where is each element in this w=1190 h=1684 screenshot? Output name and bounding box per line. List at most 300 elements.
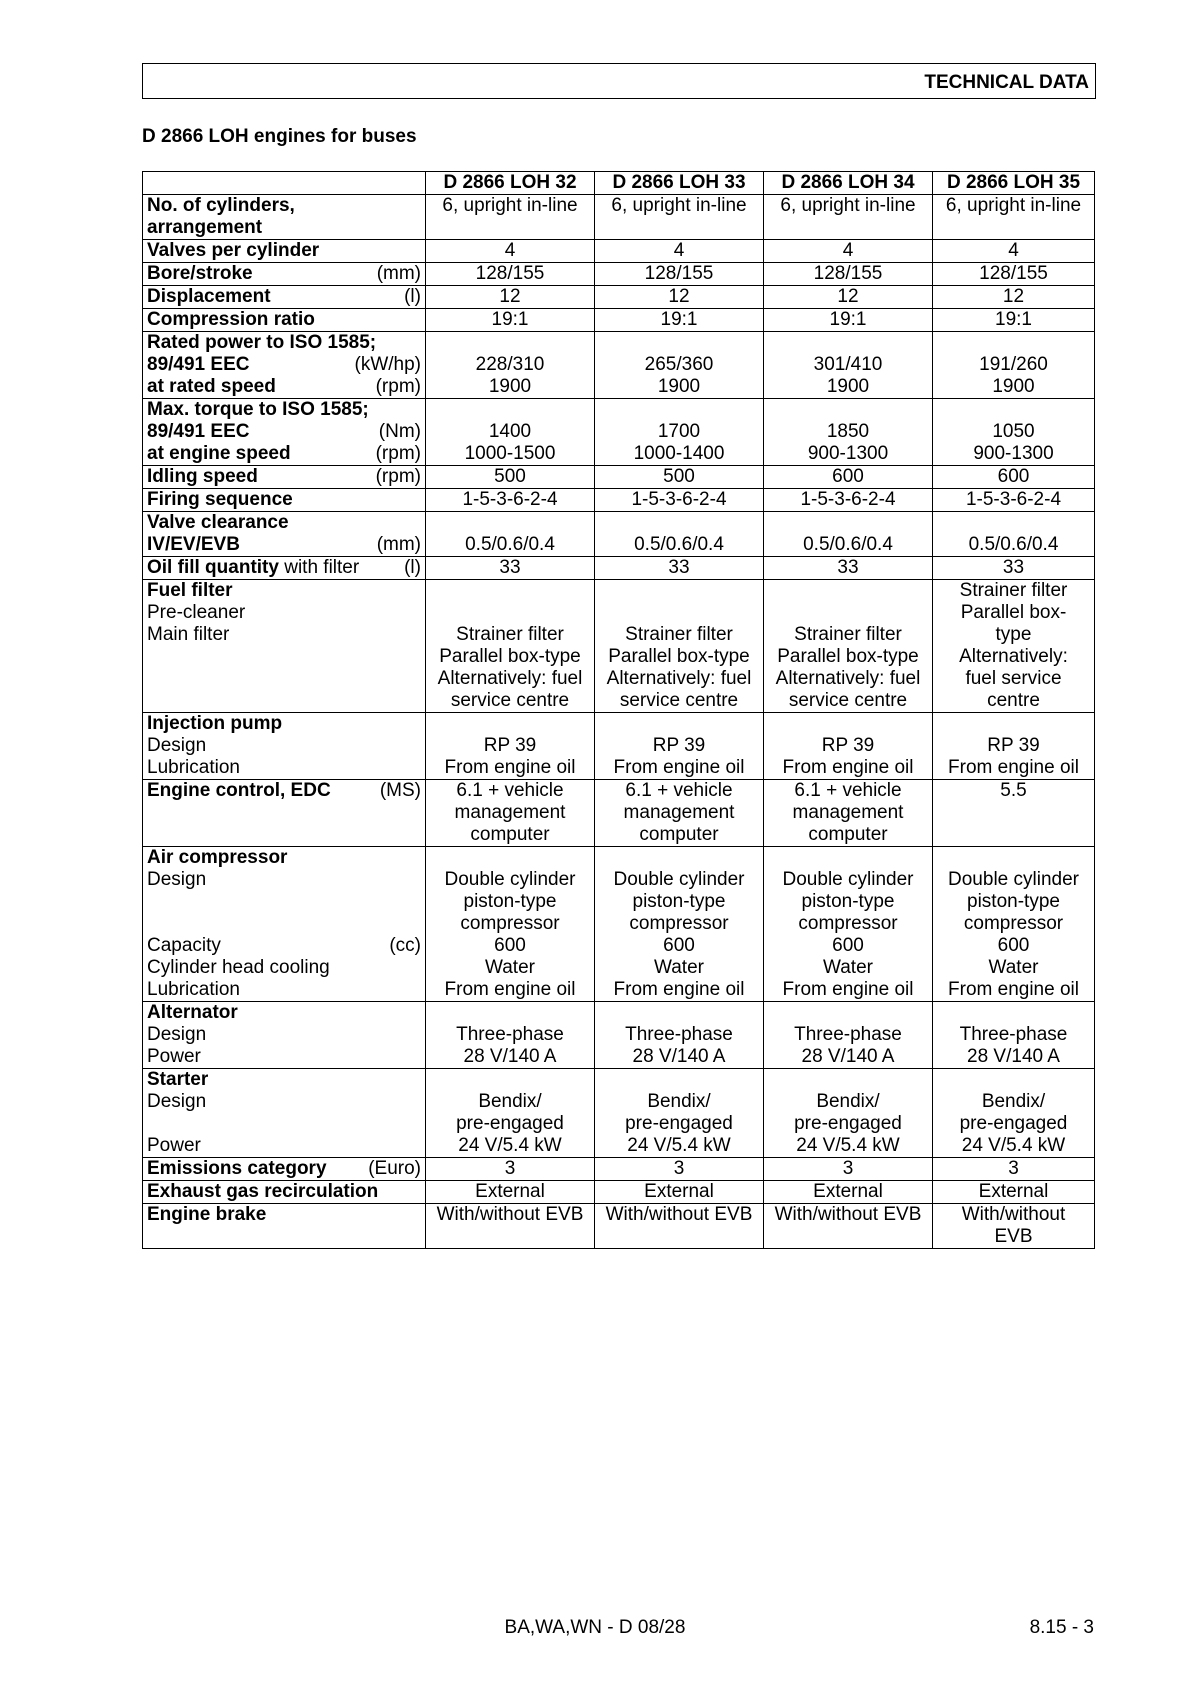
value-line: Water bbox=[654, 957, 704, 978]
value-line: 1900 bbox=[826, 376, 870, 397]
row-label: Rated power to ISO 1585; bbox=[147, 332, 377, 353]
row-label: at engine speed bbox=[147, 443, 291, 464]
value-line: Double cylinder bbox=[444, 869, 576, 890]
row-label: Firing sequence bbox=[147, 489, 293, 510]
value-line: 6.1 + vehicle bbox=[456, 780, 564, 801]
value-cell bbox=[933, 263, 1095, 286]
row-label-cell bbox=[143, 286, 426, 309]
value-line: 0.5/0.6/0.4 bbox=[968, 534, 1059, 555]
value-line: From engine oil bbox=[444, 979, 576, 1000]
value-line: RP 39 bbox=[987, 735, 1040, 756]
row-label: Compression ratio bbox=[147, 309, 315, 330]
value-line: 28 V/140 A bbox=[463, 1046, 557, 1067]
value-line: 265/360 bbox=[644, 354, 714, 375]
row-label-line bbox=[147, 240, 421, 262]
value-line: 228/310 bbox=[475, 354, 545, 375]
row-label-line bbox=[147, 1204, 421, 1226]
value-line: 600 bbox=[832, 935, 864, 956]
value-line: 1-5-3-6-2-4 bbox=[800, 489, 896, 510]
table-row bbox=[143, 466, 1095, 489]
value-cell bbox=[426, 399, 595, 466]
row-label-line bbox=[147, 512, 421, 534]
row-label-line bbox=[147, 421, 421, 443]
row-label-line bbox=[147, 263, 421, 285]
value-cell bbox=[595, 557, 764, 580]
value-line: management bbox=[792, 802, 904, 823]
row-sublabel-line bbox=[147, 757, 421, 779]
value-line: 128/155 bbox=[475, 263, 545, 284]
value-line: Bendix/ bbox=[816, 1091, 880, 1112]
row-label: Bore/stroke bbox=[147, 263, 253, 284]
value-line: 1850 bbox=[826, 421, 870, 442]
value-cell bbox=[595, 399, 764, 466]
value-line: 4 bbox=[1008, 240, 1019, 261]
value-line: From engine oil bbox=[444, 757, 576, 778]
value-cell bbox=[764, 332, 933, 399]
row-sublabel: Design bbox=[147, 735, 207, 756]
value-cell bbox=[764, 1158, 933, 1181]
row-sublabel-line bbox=[147, 735, 421, 757]
column-header: D 2866 LOH 35 bbox=[933, 172, 1095, 195]
value-cell bbox=[933, 580, 1095, 713]
row-sublabel-line bbox=[147, 1135, 421, 1157]
footer-document-code: BA,WA,WN - D 08/28 bbox=[504, 1617, 686, 1638]
row-label-line bbox=[147, 443, 421, 465]
row-sublabel: Design bbox=[147, 1024, 207, 1045]
value-line: 6, upright in-line bbox=[945, 195, 1082, 216]
row-sublabel: Lubrication bbox=[147, 757, 240, 778]
value-line: computer bbox=[639, 824, 719, 845]
value-cell bbox=[595, 263, 764, 286]
value-cell bbox=[426, 466, 595, 489]
value-cell bbox=[426, 580, 595, 713]
value-line: 0.5/0.6/0.4 bbox=[803, 534, 893, 555]
value-line: pre-engaged bbox=[625, 1113, 733, 1134]
value-line: service centre bbox=[450, 690, 570, 711]
value-line: 19:1 bbox=[829, 309, 867, 330]
value-line: From engine oil bbox=[613, 979, 745, 1000]
table-row bbox=[143, 286, 1095, 309]
value-line: 1700 bbox=[657, 421, 701, 442]
value-line: 24 V/5.4 kW bbox=[627, 1135, 731, 1156]
row-label-line bbox=[147, 286, 421, 308]
value-line: 33 bbox=[1002, 557, 1025, 578]
value-line: 1050 bbox=[992, 421, 1035, 442]
value-cell bbox=[764, 1069, 933, 1158]
row-label-cell bbox=[143, 580, 426, 713]
value-cell bbox=[426, 847, 595, 1002]
column-header: D 2866 LOH 33 bbox=[595, 172, 764, 195]
value-line: 600 bbox=[997, 466, 1030, 487]
value-line: From engine oil bbox=[948, 979, 1079, 1000]
value-cell bbox=[595, 1002, 764, 1069]
row-label-line bbox=[147, 580, 421, 602]
row-unit: (rpm) bbox=[375, 466, 421, 487]
value-cell bbox=[764, 1204, 933, 1249]
row-label-line bbox=[147, 534, 421, 556]
value-cell bbox=[426, 263, 595, 286]
row-label-cell bbox=[143, 466, 426, 489]
row-sublabel: Main filter bbox=[147, 624, 230, 645]
value-line: compressor bbox=[798, 913, 898, 934]
value-cell bbox=[933, 332, 1095, 399]
row-label-line bbox=[147, 376, 421, 398]
row-sublabel-line bbox=[147, 1113, 421, 1135]
value-cell bbox=[426, 332, 595, 399]
value-line: External bbox=[475, 1181, 545, 1202]
value-line: service centre bbox=[788, 690, 908, 711]
value-line: 5.5 bbox=[1000, 780, 1027, 801]
value-cell bbox=[933, 1204, 1095, 1249]
value-line: Parallel box-type bbox=[439, 646, 581, 667]
value-cell bbox=[426, 557, 595, 580]
row-sublabel-line bbox=[147, 624, 421, 646]
section-title: D 2866 LOH engines for buses bbox=[142, 126, 417, 147]
row-label-cell bbox=[143, 780, 426, 847]
value-cell bbox=[933, 489, 1095, 512]
value-cell bbox=[764, 263, 933, 286]
row-label: IV/EV/EVB bbox=[147, 534, 240, 555]
value-line: 24 V/5.4 kW bbox=[961, 1135, 1066, 1156]
row-sublabel: Design bbox=[147, 869, 207, 890]
value-line: type bbox=[995, 624, 1032, 645]
value-line: 19:1 bbox=[995, 309, 1032, 330]
table-row bbox=[143, 263, 1095, 286]
row-label-line bbox=[147, 713, 421, 735]
table-row bbox=[143, 780, 1095, 847]
value-line: Three-phase bbox=[456, 1024, 564, 1045]
value-cell bbox=[595, 713, 764, 780]
table-row bbox=[143, 309, 1095, 332]
value-line: 1900 bbox=[657, 376, 701, 397]
table-row bbox=[143, 580, 1095, 713]
table-row bbox=[143, 332, 1095, 399]
value-cell bbox=[933, 1158, 1095, 1181]
value-cell bbox=[933, 557, 1095, 580]
table-row bbox=[143, 399, 1095, 466]
value-line: External bbox=[813, 1181, 883, 1202]
value-line: 128/155 bbox=[813, 263, 883, 284]
value-line: 28 V/140 A bbox=[801, 1046, 895, 1067]
table-row bbox=[143, 557, 1095, 580]
value-cell bbox=[933, 309, 1095, 332]
value-cell bbox=[595, 1204, 764, 1249]
value-cell bbox=[764, 557, 933, 580]
value-line: Double cylinder bbox=[613, 869, 745, 890]
value-line: 128/155 bbox=[979, 263, 1048, 284]
value-line: 4 bbox=[673, 240, 685, 261]
value-cell bbox=[933, 1181, 1095, 1204]
value-line: Double cylinder bbox=[782, 869, 914, 890]
value-line: 1-5-3-6-2-4 bbox=[462, 489, 558, 510]
row-unit: (kW/hp) bbox=[354, 354, 421, 375]
row-label-cell bbox=[143, 1181, 426, 1204]
value-line: RP 39 bbox=[821, 735, 875, 756]
row-label-line bbox=[147, 1158, 421, 1180]
value-cell bbox=[426, 1204, 595, 1249]
row-unit: (Nm) bbox=[378, 421, 421, 442]
value-line: pre-engaged bbox=[456, 1113, 564, 1134]
column-header: D 2866 LOH 32 bbox=[426, 172, 595, 195]
value-line: 19:1 bbox=[660, 309, 698, 330]
technical-data-table bbox=[142, 171, 1095, 1249]
row-label-suffix: with filter bbox=[284, 557, 360, 578]
row-label: Engine control, EDC bbox=[147, 780, 331, 801]
row-label-line bbox=[147, 466, 421, 488]
row-label-line bbox=[147, 217, 421, 239]
value-line: Double cylinder bbox=[948, 869, 1079, 890]
value-cell bbox=[764, 195, 933, 240]
value-cell bbox=[426, 1181, 595, 1204]
value-line: External bbox=[644, 1181, 714, 1202]
value-line: 3 bbox=[1008, 1158, 1019, 1179]
value-line: Alternatively: fuel bbox=[437, 668, 583, 689]
value-line: management bbox=[454, 802, 566, 823]
value-cell bbox=[426, 713, 595, 780]
value-cell bbox=[764, 309, 933, 332]
value-cell bbox=[933, 399, 1095, 466]
value-cell bbox=[426, 240, 595, 263]
value-cell bbox=[933, 195, 1095, 240]
table-row bbox=[143, 195, 1095, 240]
value-cell bbox=[426, 286, 595, 309]
value-cell bbox=[426, 489, 595, 512]
value-line: service centre bbox=[619, 690, 739, 711]
value-line: computer bbox=[470, 824, 550, 845]
value-cell bbox=[933, 1069, 1095, 1158]
value-line: From engine oil bbox=[782, 757, 914, 778]
row-label-line bbox=[147, 1181, 421, 1203]
value-line: 900-1300 bbox=[973, 443, 1054, 464]
row-label: arrangement bbox=[147, 217, 263, 238]
header-box bbox=[142, 63, 1096, 99]
value-cell bbox=[764, 1181, 933, 1204]
value-cell bbox=[595, 286, 764, 309]
value-line: With/without bbox=[961, 1204, 1066, 1225]
value-line: Bendix/ bbox=[981, 1091, 1046, 1112]
table-row bbox=[143, 713, 1095, 780]
value-cell bbox=[595, 332, 764, 399]
value-line: Parallel box-type bbox=[608, 646, 750, 667]
row-label-line bbox=[147, 309, 421, 331]
value-line: 600 bbox=[494, 935, 526, 956]
value-cell bbox=[933, 780, 1095, 847]
value-cell bbox=[933, 713, 1095, 780]
value-line: fuel service bbox=[965, 668, 1062, 689]
value-line: compressor bbox=[460, 913, 560, 934]
value-line: Strainer filter bbox=[625, 624, 733, 645]
row-sublabel-line bbox=[147, 913, 421, 935]
value-cell bbox=[764, 847, 933, 1002]
value-line: 1400 bbox=[488, 421, 532, 442]
row-label: Displacement bbox=[147, 286, 271, 307]
value-line: piston-type bbox=[801, 891, 895, 912]
value-line: 191/260 bbox=[979, 354, 1048, 375]
row-label-line bbox=[147, 489, 421, 511]
row-label: 89/491 EEC bbox=[147, 421, 250, 442]
value-cell bbox=[595, 1158, 764, 1181]
value-line: 1900 bbox=[488, 376, 532, 397]
table-row bbox=[143, 489, 1095, 512]
row-label-line bbox=[147, 1069, 421, 1091]
value-cell bbox=[933, 512, 1095, 557]
row-sublabel-line bbox=[147, 1091, 421, 1113]
row-unit: (mm) bbox=[376, 263, 421, 284]
value-line: Bendix/ bbox=[478, 1091, 542, 1112]
row-label: Valve clearance bbox=[147, 512, 289, 533]
value-line: From engine oil bbox=[782, 979, 914, 1000]
value-line: 28 V/140 A bbox=[632, 1046, 726, 1067]
value-line: 12 bbox=[668, 286, 690, 307]
value-line: With/without EVB bbox=[436, 1204, 584, 1225]
row-label-line bbox=[147, 332, 421, 354]
row-label: 89/491 EEC bbox=[147, 354, 250, 375]
value-line: 12 bbox=[837, 286, 859, 307]
row-label-cell bbox=[143, 489, 426, 512]
row-label: Engine brake bbox=[147, 1204, 267, 1225]
value-cell bbox=[426, 512, 595, 557]
value-line: 600 bbox=[663, 935, 695, 956]
value-line: Alternatively: bbox=[959, 646, 1068, 667]
row-label: Max. torque to ISO 1585; bbox=[147, 399, 369, 420]
value-line: 6, upright in-line bbox=[780, 195, 916, 216]
row-unit: (cc) bbox=[389, 935, 421, 956]
value-cell bbox=[426, 780, 595, 847]
table-row bbox=[143, 240, 1095, 263]
header-corner-cell bbox=[143, 172, 426, 195]
row-sublabel: Design bbox=[147, 1091, 207, 1112]
value-cell bbox=[764, 780, 933, 847]
value-cell bbox=[933, 286, 1095, 309]
value-line: management bbox=[623, 802, 735, 823]
row-label: Exhaust gas recirculation bbox=[147, 1181, 379, 1202]
value-cell bbox=[595, 466, 764, 489]
value-line: Water bbox=[988, 957, 1039, 978]
column-header: D 2866 LOH 34 bbox=[764, 172, 933, 195]
row-unit: (l) bbox=[404, 557, 421, 578]
row-unit: (rpm) bbox=[375, 443, 421, 464]
row-label: Idling speed bbox=[147, 466, 258, 487]
value-line: 19:1 bbox=[491, 309, 529, 330]
value-line: 1900 bbox=[992, 376, 1035, 397]
row-label-cell bbox=[143, 1158, 426, 1181]
row-label-cell bbox=[143, 332, 426, 399]
value-cell bbox=[595, 489, 764, 512]
row-label-cell bbox=[143, 1204, 426, 1249]
value-line: 24 V/5.4 kW bbox=[458, 1135, 562, 1156]
row-label-line bbox=[147, 780, 421, 802]
row-label-cell bbox=[143, 399, 426, 466]
value-cell bbox=[764, 466, 933, 489]
table-row bbox=[143, 1069, 1095, 1158]
value-cell bbox=[933, 1002, 1095, 1069]
row-sublabel-line bbox=[147, 957, 421, 979]
value-cell bbox=[764, 1002, 933, 1069]
value-cell bbox=[764, 286, 933, 309]
row-sublabel: Capacity bbox=[147, 935, 221, 956]
row-label-cell bbox=[143, 512, 426, 557]
row-sublabel: Cylinder head cooling bbox=[147, 957, 330, 978]
row-sublabel-line bbox=[147, 979, 421, 1001]
row-unit: (l) bbox=[404, 286, 421, 307]
value-line: Strainer filter bbox=[959, 580, 1068, 601]
value-line: 0.5/0.6/0.4 bbox=[465, 534, 555, 555]
row-label-line bbox=[147, 557, 421, 579]
value-line: 3 bbox=[842, 1158, 854, 1179]
value-cell bbox=[426, 309, 595, 332]
table-row bbox=[143, 512, 1095, 557]
row-sublabel-line bbox=[147, 602, 421, 624]
value-line: 33 bbox=[668, 557, 690, 578]
value-cell bbox=[426, 1158, 595, 1181]
table-row bbox=[143, 1002, 1095, 1069]
row-label: Oil fill quantity bbox=[147, 557, 279, 578]
value-cell bbox=[595, 240, 764, 263]
value-line: Three-phase bbox=[625, 1024, 733, 1045]
row-sublabel: Power bbox=[147, 1046, 201, 1067]
value-line: 600 bbox=[832, 466, 864, 487]
value-line: 500 bbox=[663, 466, 695, 487]
value-line: 28 V/140 A bbox=[967, 1046, 1060, 1067]
value-line: Strainer filter bbox=[456, 624, 564, 645]
value-line: From engine oil bbox=[948, 757, 1079, 778]
value-line: Parallel box- bbox=[960, 602, 1067, 623]
value-cell bbox=[595, 512, 764, 557]
row-label: Starter bbox=[147, 1069, 209, 1090]
row-unit: (rpm) bbox=[375, 376, 421, 397]
value-cell bbox=[426, 1002, 595, 1069]
value-line: 1000-1400 bbox=[633, 443, 725, 464]
value-cell bbox=[764, 240, 933, 263]
value-line: compressor bbox=[629, 913, 729, 934]
row-sublabel-line bbox=[147, 891, 421, 913]
value-line: Water bbox=[823, 957, 873, 978]
row-label-line bbox=[147, 1002, 421, 1024]
value-line: 4 bbox=[842, 240, 854, 261]
value-line: 1000-1500 bbox=[464, 443, 556, 464]
table-row bbox=[143, 1158, 1095, 1181]
row-label-cell bbox=[143, 195, 426, 240]
value-cell bbox=[933, 466, 1095, 489]
value-line: centre bbox=[987, 690, 1040, 711]
row-label-line bbox=[147, 195, 421, 217]
value-line: Strainer filter bbox=[794, 624, 902, 645]
row-label-cell bbox=[143, 240, 426, 263]
value-line: Three-phase bbox=[794, 1024, 902, 1045]
row-label: Air compressor bbox=[147, 847, 288, 868]
row-label: Emissions category bbox=[147, 1158, 327, 1179]
table-row bbox=[143, 847, 1095, 1002]
value-line: 301/410 bbox=[813, 354, 883, 375]
value-cell bbox=[933, 847, 1095, 1002]
value-line: compressor bbox=[963, 913, 1064, 934]
row-label-cell bbox=[143, 263, 426, 286]
value-line: 1-5-3-6-2-4 bbox=[631, 489, 727, 510]
row-label: Alternator bbox=[147, 1002, 238, 1023]
row-sublabel: Pre-cleaner bbox=[147, 602, 246, 623]
value-line: piston-type bbox=[967, 891, 1060, 912]
value-line: 24 V/5.4 kW bbox=[796, 1135, 900, 1156]
row-label-cell bbox=[143, 1002, 426, 1069]
row-unit: (Euro) bbox=[368, 1158, 421, 1179]
table-header-row bbox=[143, 172, 1095, 195]
value-cell bbox=[595, 780, 764, 847]
row-label-line bbox=[147, 354, 421, 376]
value-cell bbox=[595, 847, 764, 1002]
row-unit: (mm) bbox=[376, 534, 421, 555]
value-line: Alternatively: fuel bbox=[606, 668, 752, 689]
value-cell bbox=[595, 580, 764, 713]
